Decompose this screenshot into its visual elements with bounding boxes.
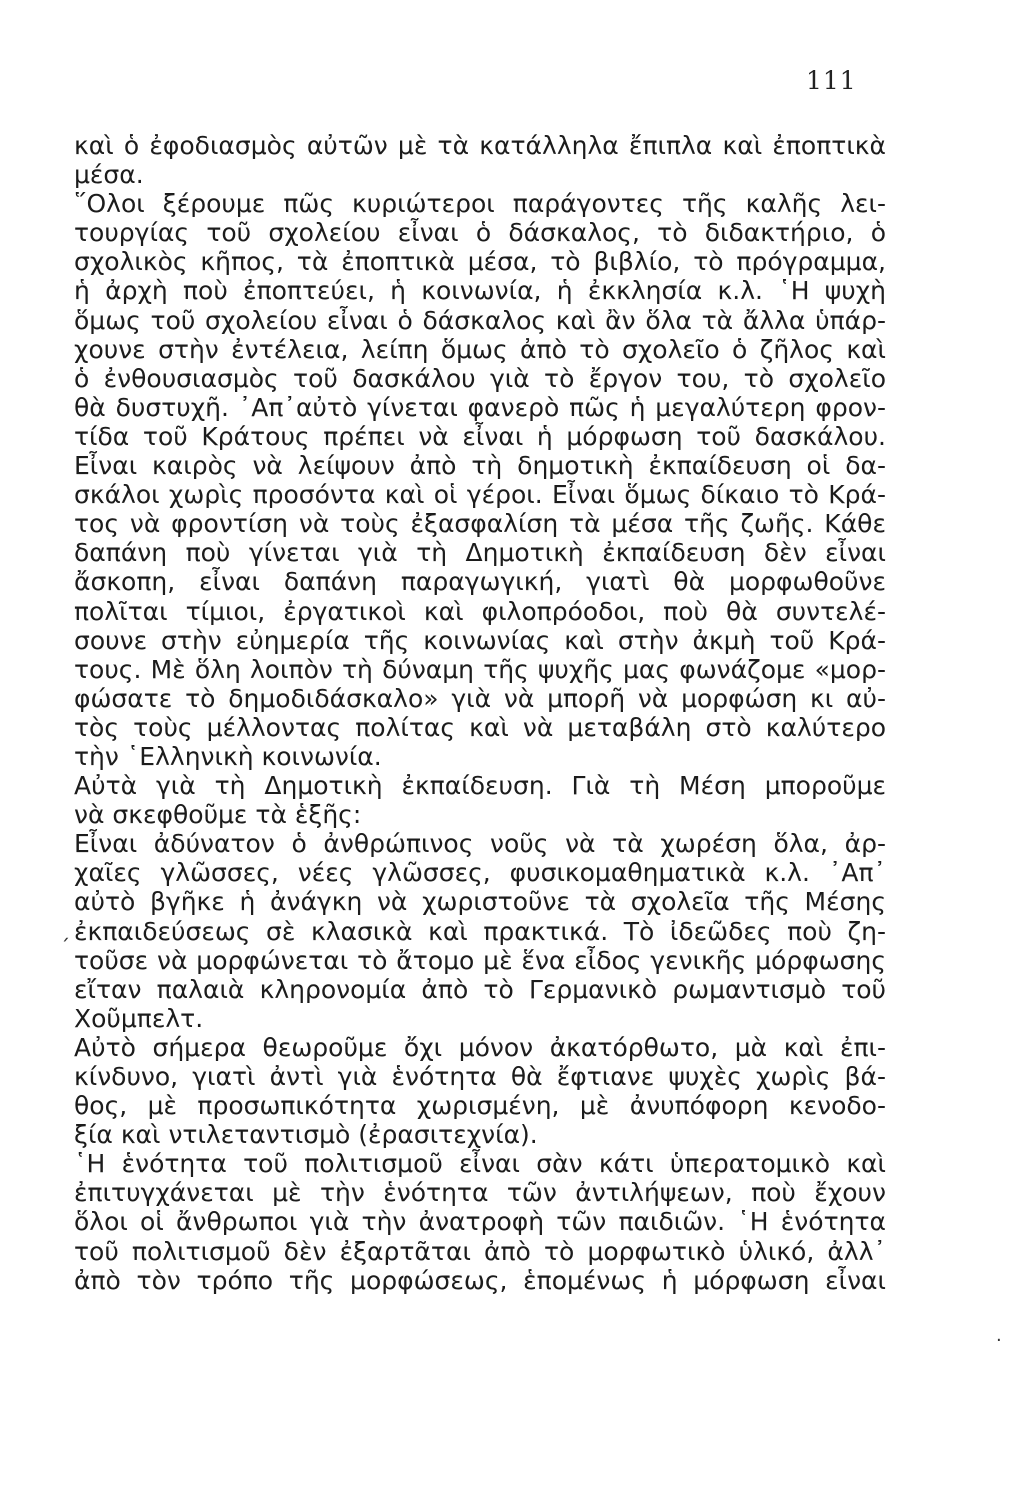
text-line: δαπάνη ποὺ γίνεται γιὰ τὴ Δημοτικὴ ἐκπαίδευση δὲν εἶναι	[74, 538, 886, 568]
text-line: ἀπὸ τὸν τρόπο τῆς μορφώσεως, ἑπομένως ἡ μόρφωση εἶναι	[74, 1265, 886, 1295]
text-line: κίνδυνο, γιατὶ ἀντὶ γιὰ ἑνότητα θὰ ἔφτιανε ψυχὲς χωρὶς βά-	[74, 1062, 886, 1091]
body-text	[74, 131, 886, 1295]
text-line: εἴταν παλαιὰ κληρονομία ἀπὸ τὸ Γερμανικὸ ρωμαντισμὸ τοῦ	[74, 974, 886, 1004]
text-line: ἐπιτυγχάνεται μὲ τὴν ἑνότητα τῶν ἀντιλήψεων, ποὺ ἔχουν	[74, 1178, 886, 1208]
text-line: χουνε στὴν ἐντέλεια, λείπη ὅμως ἀπὸ τὸ σχολεῖο ὁ ζῆλος καὶ	[74, 334, 886, 364]
text-line: τὴν ῾Ελληνικὴ κοινωνία.	[74, 741, 382, 771]
text-line: νὰ σκεφθοῦμε τὰ ἑξῆς:	[74, 800, 362, 830]
text-line: ῞Ολοι ξέρουμε πῶς κυριώτεροι παράγοντες τῆς καλῆς λει-	[74, 189, 886, 219]
page-number: 111	[806, 66, 857, 95]
text-line: σχολικὸς κῆπος, τὰ ἐποπτικὰ μέσα, τὸ βιβλίο, τὸ πρόγραμμα,	[74, 247, 886, 277]
text-line: ἡ ἀρχὴ ποὺ ἐποπτεύει, ἡ κοινωνία, ἡ ἐκκλησία κ.λ. ῾Η ψυχὴ	[74, 276, 886, 306]
text-line: τουργίας τοῦ σχολείου εἶναι ὁ δάσκαλος, τὸ διδακτήριο, ὁ	[74, 218, 886, 248]
text-line: Χοῦμπελτ.	[74, 1003, 204, 1033]
text-line: ξία καὶ ντιλεταντισμὸ (ἐρασιτεχνία).	[74, 1120, 538, 1150]
text-line: ὁ ἐνθουσιασμὸς τοῦ δασκάλου γιὰ τὸ ἔργον του, τὸ σχολεῖο	[74, 363, 886, 393]
text-line: θὰ δυστυχῆ. ᾿Απ᾿αὐτὸ γίνεται φανερὸ πῶς ἡ μεγαλύτερη φρον-	[74, 392, 886, 422]
text-line: ἐκπαιδεύσεως σὲ κλασικὰ καὶ πρακτικά. Τὸ ἰδεῶδες ποὺ ζη-	[74, 916, 886, 946]
text-line: σκάλοι χωρὶς προσόντα καὶ οἱ γέροι. Εἶναι ὅμως δίκαιο τὸ Κρά-	[74, 480, 886, 510]
text-line: πολῖται τίμιοι, ἐργατικοὶ καὶ φιλοπρόοδοι, ποὺ θὰ συντελέ-	[74, 596, 886, 626]
text-line: τὸς τοὺς μέλλοντας πολίτας καὶ νὰ μεταβάλη στὸ καλύτερο	[74, 712, 886, 742]
text-line: Εἶναι καιρὸς νὰ λείψουν ἀπὸ τὴ δημοτικὴ ἐκπαίδευση οἱ δα-	[74, 451, 886, 481]
text-line: Εἶναι ἀδύνατον ὁ ἀνθρώπινος νοῦς νὰ τὰ χωρέση ὅλα, ἀρ-	[74, 829, 886, 859]
text-line: τοῦ πολιτισμοῦ δὲν ἐξαρτᾶται ἀπὸ τὸ μορφωτικὸ ὑλικό, ἀλλ᾿	[74, 1236, 886, 1266]
text-line: τίδα τοῦ Κράτους πρέπει νὰ εἶναι ἡ μόρφωση τοῦ δασκάλου.	[74, 421, 886, 451]
text-line: ἄσκοπη, εἶναι δαπάνη παραγωγική, γιατὶ θὰ μορφωθοῦνε	[74, 567, 886, 597]
text-line: ὅμως τοῦ σχολείου εἶναι ὁ δάσκαλος καὶ ἂν ὅλα τὰ ἄλλα ὑπάρ-	[74, 305, 886, 335]
text-line: τος νὰ φροντίση νὰ τοὺς ἐξασφαλίση τὰ μέσα τῆς ζωῆς. Κάθε	[74, 509, 886, 539]
margin-dot: ·	[996, 1330, 1002, 1351]
margin-mark: ´	[60, 935, 70, 959]
text-line: Αὐτὸ σήμερα θεωροῦμε ὄχι μόνον ἀκατόρθωτο, μὰ καὶ ἐπι-	[74, 1032, 886, 1062]
text-line: καὶ ὁ ἐφοδιασμὸς αὐτῶν μὲ τὰ κατάλληλα ἔπιπλα καὶ ἐποπτικὰ	[74, 131, 886, 160]
text-line: θος, μὲ προσωπικότητα χωρισμένη, μὲ ἀνυπόφορη κενοδο-	[74, 1091, 886, 1121]
text-line: τοῦσε νὰ μορφώνεται τὸ ἄτομο μὲ ἕνα εἶδος γενικῆς μόρφωσης	[74, 945, 886, 975]
text-line: αὐτὸ βγῆκε ἡ ἀνάγκη νὰ χωριστοῦνε τὰ σχολεῖα τῆς Μέσης	[74, 887, 886, 917]
text-line: φώσατε τὸ δημοδιδάσκαλο» γιὰ νὰ μπορῆ νὰ μορφώση κι αὐ-	[74, 683, 886, 713]
text-line: Αὐτὰ γιὰ τὴ Δημοτικὴ ἐκπαίδευση. Γιὰ τὴ Μέση μποροῦμε	[74, 771, 886, 801]
text-line: σουνε στὴν εὐημερία τῆς κοινωνίας καὶ στὴν ἀκμὴ τοῦ Κρά-	[74, 625, 886, 655]
text-line: χαῖες γλῶσσες, νέες γλῶσσες, φυσικομαθηματικὰ κ.λ. ᾿Απ᾿	[74, 858, 886, 888]
text-line: ὅλοι οἱ ἄνθρωποι γιὰ τὴν ἀνατροφὴ τῶν παιδιῶν. ῾Η ἑνότητα	[74, 1207, 886, 1237]
text-line: ῾Η ἑνότητα τοῦ πολιτισμοῦ εἶναι σὰν κάτι ὑπερατομικὸ καὶ	[74, 1149, 886, 1179]
text-line: τους. Μὲ ὅλη λοιπὸν τὴ δύναμη τῆς ψυχῆς μας φωνάζομε «μορ-	[74, 654, 886, 684]
text-line: μέσα.	[74, 160, 144, 190]
